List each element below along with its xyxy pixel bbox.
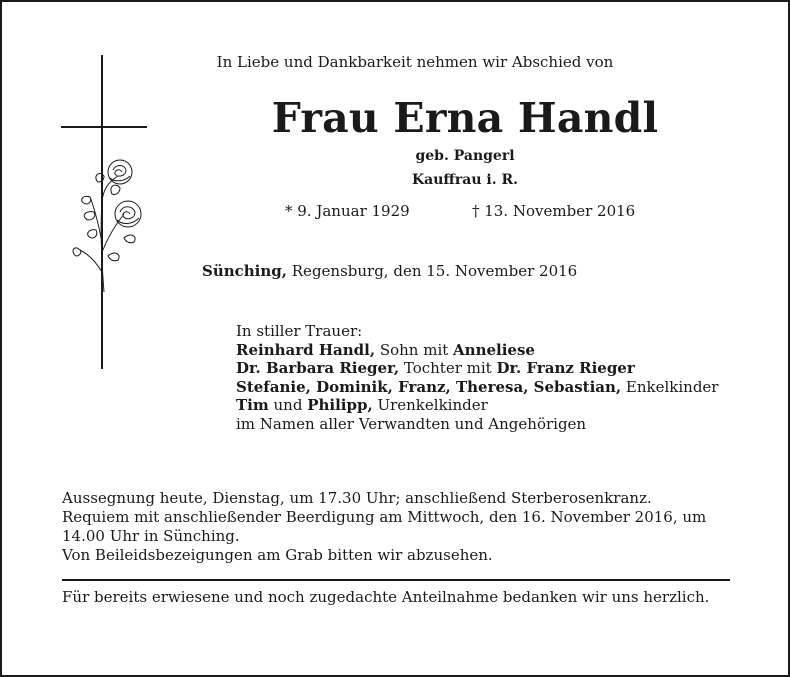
mourner-relation: Enkelkinder [621,377,719,396]
mourner-line: im Namen aller Verwandten und Angehörigen [236,414,587,433]
place-bold: Sünching, [202,262,287,280]
mourner-name: Anneliese [453,340,535,359]
mourner-relation: Sohn mit [375,340,454,359]
service-info [62,489,734,565]
thanks-text: Für bereits erwiesene und noch zugedachte Anteilnahme bedanken wir uns herzlich. [62,588,710,606]
maiden-name: geb. Pangerl [415,148,515,164]
death-date: † 13. November 2016 [472,202,636,220]
mourner-line [236,359,718,378]
place-rest: Regensburg, den 15. November 2016 [287,262,578,280]
mourner-line [236,378,718,397]
service-line: Von Beileidsbezeigungen am Grab bitten wir abzusehen. [62,546,493,564]
service-line: Requiem mit anschließender Beerdigung am Mittwoch, den 16. November 2016, um 14.00 Uhr in Sünching. [62,508,707,545]
divider [62,579,730,581]
service-line: Aussegnung heute, Dienstag, um 17.30 Uhr; anschließend Sterberosenkranz. [62,489,652,507]
mourner-name: Dr. Barbara Rieger, [236,359,400,377]
intro-text: In Liebe und Dankbarkeit nehmen wir Abschied von [216,53,614,71]
deceased-name: Frau Erna Handl [271,94,659,142]
mourner-relation: Urenkelkinder [372,396,488,414]
mourner-line [236,396,718,415]
mourners-list [236,322,718,433]
occupation: Kauffrau i. R. [412,172,518,188]
mourner-relation: Tochter mit [399,359,497,377]
mourner-line [236,341,718,360]
place-date-line [202,262,577,280]
mourner-name: Tim [236,396,269,414]
mourner-name: Dr. Franz Rieger [496,359,635,377]
mourners-heading: In stiller Trauer: [236,322,363,340]
mourner-name: Philipp, [307,396,373,414]
mourner-conjunction: und [268,396,308,414]
mourner-name: Reinhard Handl, [236,340,376,359]
birth-date: * 9. Januar 1929 [285,202,410,220]
mourner-name: Stefanie, Dominik, Franz, Theresa, Sebastian, [236,377,622,396]
